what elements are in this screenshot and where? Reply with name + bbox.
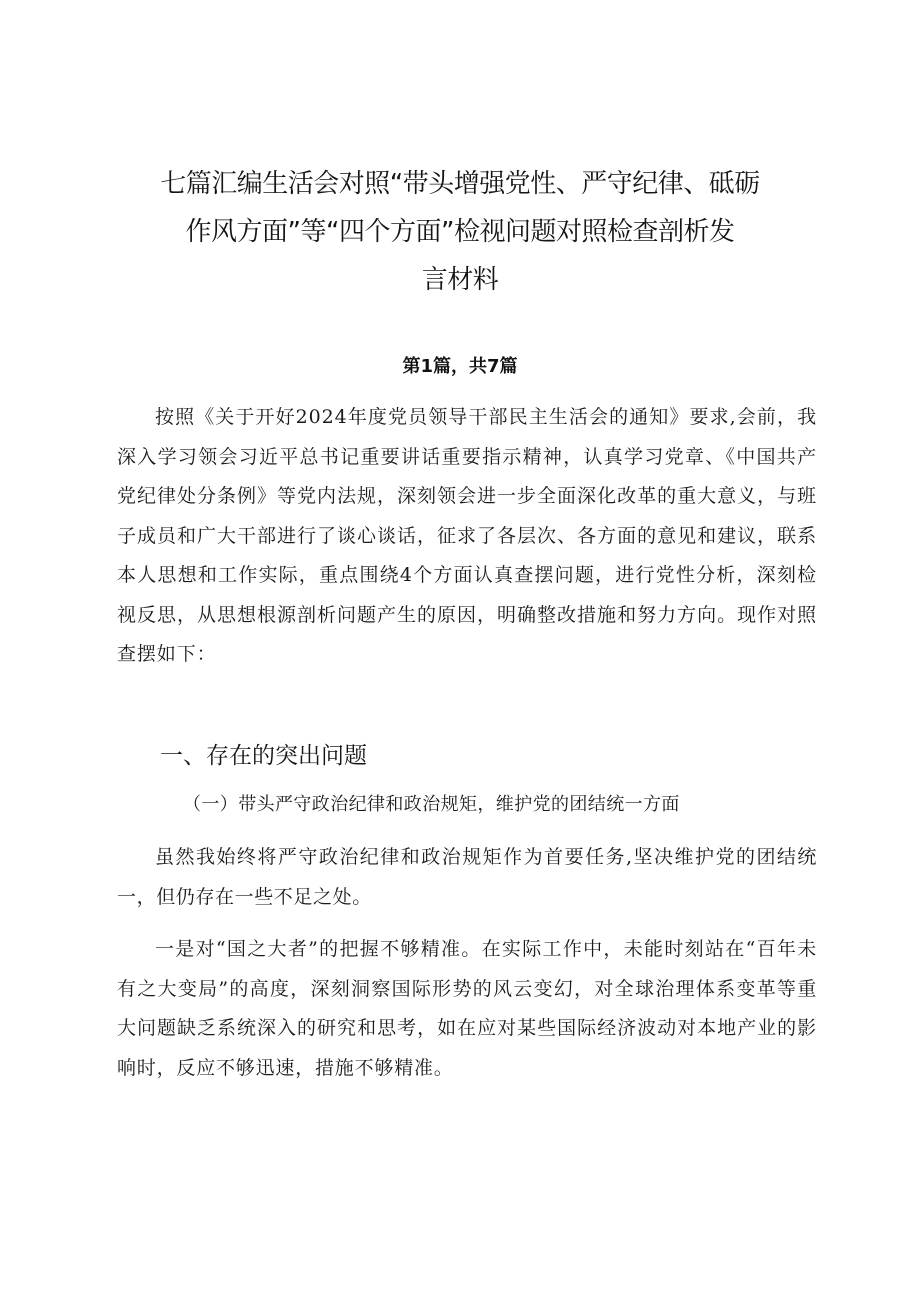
- body-paragraph-2: 虽然我始终将严守政治纪律和政治规矩作为首要任务,坚决维护党的团结统一，但仍存在一些不足之处。: [117, 846, 817, 908]
- body-paragraph-3: 一是对“国之大者”的把握不够精准。在实际工作中，未能时刻站在“百年未有之大变局”的高度，深刻洞察国际形势的风云变幻，对全球治理体系变革等重大问题缺乏系统深入的研究和思考，如在应对某些国际经济波动对本地产业的影响时，反应不够迅速，措施不够精准。: [117, 938, 817, 1079]
- title-line-3: 言材料: [421, 265, 499, 295]
- document-subtitle: 第1篇，共7篇: [402, 356, 518, 377]
- subsection-heading: （一）带头严守政治纪律和政治规矩，维护党的团结统一方面: [183, 794, 680, 815]
- document-title: [150, 160, 770, 304]
- title-line-1: 七篇汇编生活会对照“带头增强党性、严守纪律、砥砺: [160, 169, 760, 199]
- title-line-2: 作风方面”等“四个方面”检视问题对照检查剖析发: [185, 217, 735, 247]
- section-heading: 一、存在的突出问题: [160, 743, 367, 769]
- intro-paragraph: 按照《关于开好2024年度党员领导干部民主生活会的通知》要求,会前，我深入学习领会习近平总书记重要讲话重要指示精神，认真学习党章、《中国共产党纪律处分条例》等党内法规，深刻领会进一步全面深化改革的重大意义，与班子成员和广大干部进行了谈心谈话，征求了各层次、各方面的意见和建议，联系本人思想和工作实际，重点围绕4个方面认真查摆问题，进行党性分析，深刻检视反思，从思想根源剖析问题产生的原因，明确整改措施和努力方向。现作对照查摆如下：: [117, 406, 817, 665]
